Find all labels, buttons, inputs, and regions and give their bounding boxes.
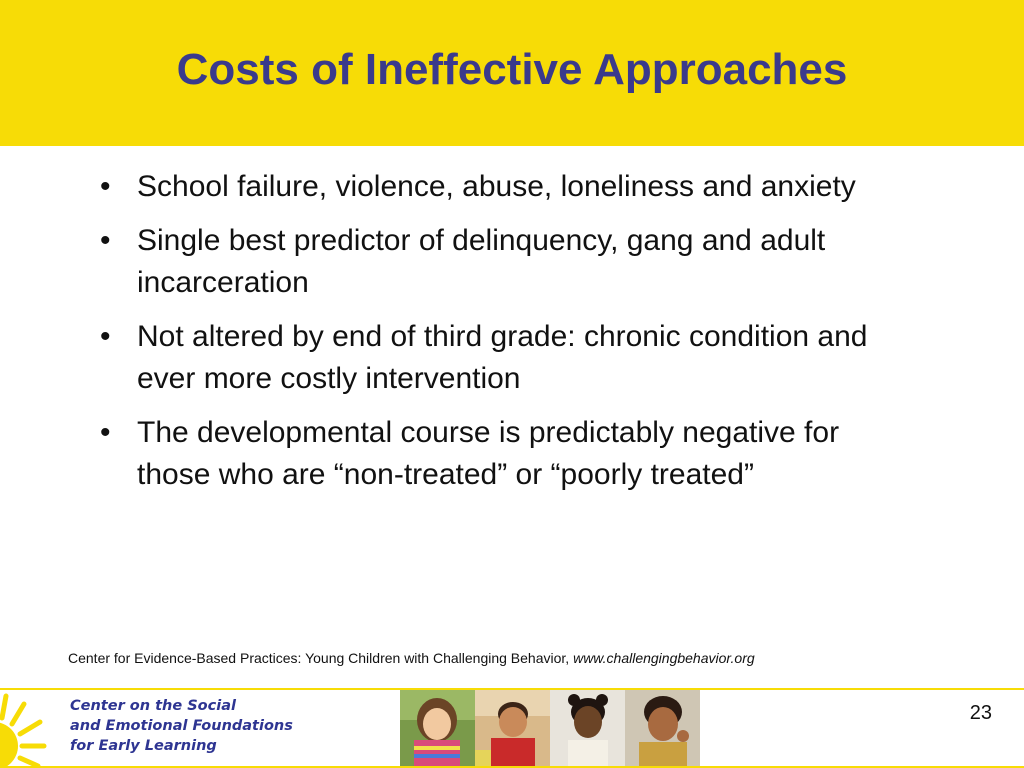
title-bar bbox=[0, 0, 1024, 146]
footer-banner bbox=[0, 688, 1024, 768]
citation-link[interactable]: www.challengingbehavior.org bbox=[573, 650, 755, 666]
bullet-item bbox=[96, 166, 916, 208]
bullet-text: School failure, violence, abuse, loneliness and anxiety bbox=[137, 170, 856, 203]
citation-text: Center for Evidence-Based Practices: Young Children with Challenging Behavior, bbox=[68, 650, 574, 666]
bullet-marker: • bbox=[100, 416, 111, 449]
bullet-item bbox=[96, 220, 916, 304]
bullet-text: The developmental course is predictably negative for those who are “non-treated” or “poorly treated” bbox=[137, 416, 840, 491]
child-photo bbox=[625, 690, 700, 766]
slide-title: Costs of Ineffective Approaches bbox=[176, 45, 848, 94]
org-name-line: for Early Learning bbox=[70, 738, 217, 754]
bullet-text: Single best predictor of delinquency, gang and adult incarceration bbox=[137, 224, 826, 299]
bullet-marker: • bbox=[100, 170, 111, 203]
bullet-marker: • bbox=[100, 320, 111, 353]
page-number: 23 bbox=[969, 702, 992, 724]
bullet-item bbox=[96, 412, 916, 496]
org-name-line: and Emotional Foundations bbox=[70, 718, 293, 734]
bullet-marker: • bbox=[100, 224, 111, 257]
bullet-item bbox=[96, 316, 916, 400]
child-photo bbox=[475, 690, 550, 766]
org-name-line: Center on the Social bbox=[70, 698, 236, 714]
citation bbox=[68, 650, 968, 666]
children-photo-strip bbox=[400, 690, 700, 766]
sun-logo-icon bbox=[0, 690, 64, 766]
org-name bbox=[70, 696, 293, 756]
bullet-text: Not altered by end of third grade: chronic condition and ever more costly intervention bbox=[137, 320, 868, 395]
child-photo bbox=[400, 690, 475, 766]
bullet-list bbox=[96, 166, 916, 508]
child-photo bbox=[550, 690, 625, 766]
